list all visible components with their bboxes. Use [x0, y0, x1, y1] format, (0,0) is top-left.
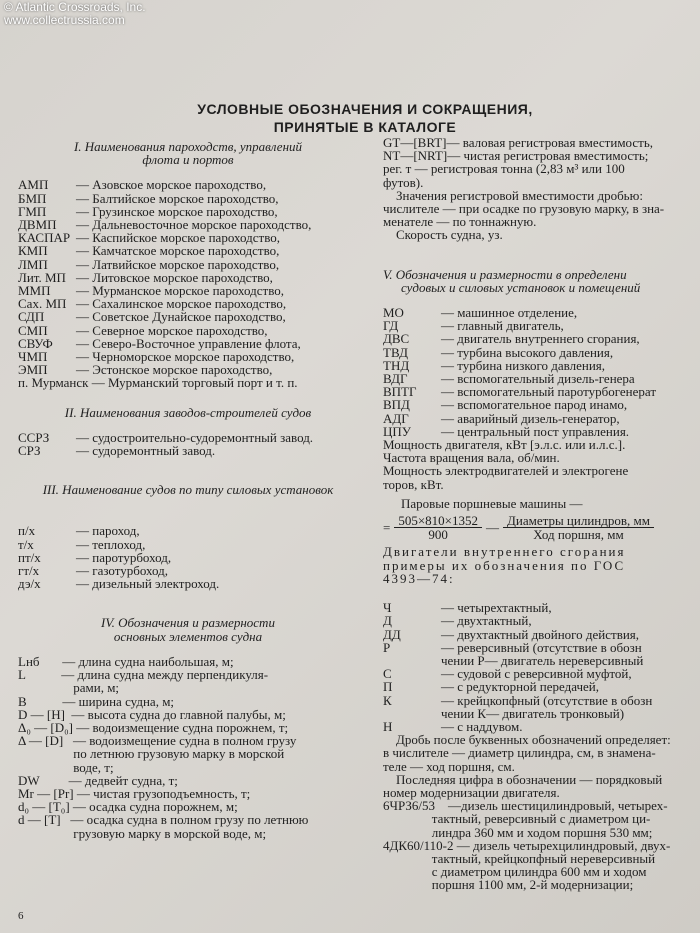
vessel-type-abbr: гт/х — [18, 563, 40, 579]
steam-formula — [383, 514, 700, 541]
engine-code-item — [383, 694, 700, 707]
section-5-heading-line-2: судовых и силовых установок и помещений — [401, 279, 641, 295]
shipping-company-meaning: — Мурманское морское пароходство, — [76, 283, 284, 299]
engine-example-line: Последняя цифра в обозначении — порядковый — [383, 771, 663, 787]
vessel-type-meaning: — паротурбоход, — [76, 549, 172, 565]
left-column — [18, 140, 358, 840]
section-4-heading-line-1: IV. Обозначения и размерности — [101, 615, 275, 631]
watermark-line-2: www.collectrussia.com — [4, 13, 125, 27]
engine-code-abbr: П — [383, 679, 393, 695]
ship-element-line: DW — дедвейт судна, т; — [18, 772, 178, 788]
shipping-company-meaning: — Северное морское пароходство, — [76, 322, 268, 338]
vessel-type-abbr: пт/х — [18, 549, 41, 565]
installation-item — [383, 412, 700, 425]
engine-code-abbr: К — [383, 692, 392, 708]
engine-code-meaning: — крейцкопфный (отсутствие в обозн — [441, 692, 653, 708]
engine-code-abbr: Д — [383, 613, 392, 629]
installation-meaning: — вспомогательный паротурбогенерат — [441, 384, 657, 400]
installation-item — [383, 398, 700, 411]
installation-abbr: ТНД — [383, 357, 410, 373]
shipping-company-abbr: БМП — [18, 190, 47, 206]
shipping-company-item — [18, 324, 358, 337]
section-5-heading-line-1: V. Обозначения и размерности в определени — [383, 266, 627, 282]
installation-meaning: — турбина высокого давления, — [441, 344, 614, 360]
power-line: Частота вращения вала, об/мин. — [383, 450, 560, 466]
section-1-heading — [18, 140, 358, 166]
engine-code-meaning: — реверсивный (отсутствие в обозн — [441, 639, 642, 655]
watermark-line-1: © Atlantic Crossroads, Inc. — [4, 0, 146, 14]
section-1-heading-line-2: флота и портов — [142, 152, 234, 168]
title-line-2: ПРИНЯТЫЕ В КАТАЛОГЕ — [273, 119, 457, 135]
engine-code-meaning: — двухтактный двойного действия, — [441, 626, 640, 642]
shipping-company-abbr: КАСПАР — [18, 230, 71, 246]
engine-code-meaning: чении Р— двигатель нереверсивный — [441, 652, 644, 668]
section-4-list — [18, 655, 358, 840]
ship-element-line: по летнюю грузовую марку в морской — [18, 746, 285, 762]
engine-example-line: поршня 1100 мм, 2-й модернизации; — [383, 877, 634, 892]
shipping-company-meaning: — Дальневосточное морское пароходство, — [76, 217, 312, 233]
shipping-company-meaning: — Северо-Восточное управление флота, — [76, 335, 301, 351]
engine-example-line: тактный, реверсивный с диаметром ци- — [383, 811, 651, 827]
section-4-heading-line-2: основных элементов судна — [113, 628, 263, 644]
shipping-company-abbr: ЛМП — [18, 256, 48, 272]
installation-abbr: ВПТГ — [383, 384, 417, 400]
shipping-company-abbr: СМП — [18, 322, 48, 338]
power-line: Мощность двигателя, кВт [э.л.с. или и.л.с.]. — [383, 437, 626, 453]
section-4-heading — [18, 616, 358, 642]
installation-abbr: АДГ — [383, 410, 409, 426]
page-title — [180, 100, 550, 136]
engine-code-item — [383, 707, 700, 720]
engine-code-meaning: — с редукторной передачей, — [441, 679, 600, 695]
tonnage-line: NT—[NRT]— чистая регистровая вместимость; — [383, 148, 649, 164]
shipping-company-abbr: Лит. МП — [18, 269, 66, 285]
tonnage-line: GT—[BRT]— валовая регистровая вместимость, — [383, 136, 654, 150]
power-lines — [383, 438, 700, 491]
shipping-company-abbr: СВУФ — [18, 335, 53, 351]
installation-abbr: ГД — [383, 318, 399, 334]
installation-meaning: — вспомогательное парод инамо, — [441, 397, 628, 413]
engine-code-abbr: Р — [383, 639, 391, 655]
shipping-company-meaning: — Литовское морское пароходство, — [76, 269, 273, 285]
installation-meaning: — центральный пост управления. — [441, 423, 630, 439]
engine-example-line: номер модернизации двигателя. — [383, 784, 560, 800]
engines-list — [383, 601, 700, 733]
tonnage-line: рег. т — регистровая тонна (2,83 м³ или 100 — [383, 161, 625, 177]
shipping-company-abbr: ЭМП — [18, 362, 48, 378]
installation-abbr: ЦПУ — [383, 423, 411, 439]
section-2-list — [18, 431, 358, 457]
installation-meaning: — турбина низкого давления, — [441, 357, 606, 373]
shipping-company-meaning: — Латвийское морское пароходство, — [76, 256, 280, 272]
ship-element-line: Lнб — длина судна наибольшая, м; — [18, 653, 234, 669]
engines-intro — [383, 545, 700, 585]
ship-element-line: L — длина судна между перпендикуля- — [18, 667, 269, 683]
shipping-company-item — [18, 192, 358, 205]
tonnage-line: менателе — по тоннажную. — [383, 214, 537, 230]
shipping-company-item — [18, 258, 358, 271]
engine-code-meaning: — двухтактный, — [441, 613, 532, 629]
engines-intro-line: Двигатели внутреннего сгорания — [383, 544, 626, 560]
tonnage-line: Скорость судна, уз. — [383, 227, 503, 243]
shipping-company-abbr: АМП — [18, 177, 49, 193]
vessel-type-abbr: дэ/х — [18, 576, 41, 592]
ship-element-line: d — [T] — осадка судна в полном грузу по летнюю — [18, 812, 309, 828]
vessel-type-meaning: — теплоход, — [76, 536, 146, 552]
section-1-last-item: п. Мурманск — Мурманский торговый порт и т. п. — [18, 375, 298, 391]
engine-code-item — [383, 641, 700, 654]
shipping-company-meaning: — Балтийское морское пароходство, — [76, 190, 279, 206]
ship-element-line: грузовую марку в морской воде, м; — [18, 825, 267, 841]
tonnage-line: числителе — при осадке по грузовую марку, в зна- — [383, 201, 665, 217]
shipping-company-meaning: — Сахалинское морское пароходство, — [76, 296, 287, 312]
right-bottom-lines — [383, 733, 700, 891]
shipping-company-abbr: Сах. МП — [18, 296, 67, 312]
engine-code-meaning: — четырехтактный, — [441, 600, 552, 616]
formula-right-numerator: Диаметры цилиндров, мм — [503, 514, 654, 528]
engine-example-line: тактный, крейцкопфный нереверсивный — [383, 850, 656, 866]
ship-element-line: D — [H] — высота судна до главной палубы, м; — [18, 706, 286, 722]
section-5-heading — [383, 268, 700, 294]
engine-code-item — [383, 614, 700, 627]
section-1-heading-line-1: I. Наименования пароходств, управлений — [73, 139, 303, 154]
section-1-list — [18, 178, 358, 376]
section-2-heading — [18, 406, 358, 419]
ship-element-line: Δ₀ — [D₀] — водоизмещение судна порожнем, т; — [18, 719, 289, 735]
tonnage-line: Значения регистровой вместимости дробью: — [383, 187, 643, 203]
formula-right-denominator: Ход поршня, мм — [533, 527, 624, 543]
ship-element-line: Mr — [Pr] — чистая грузоподъемность, т; — [18, 785, 251, 801]
installation-item — [383, 346, 700, 359]
shipyard-meaning: — судостроительно-судоремонтный завод. — [76, 429, 314, 445]
engine-example-line: в числителе — диаметр цилиндра, см, в знамена- — [383, 745, 656, 761]
installation-abbr: ВПД — [383, 397, 410, 413]
installation-abbr: ТВД — [383, 344, 408, 360]
shipyard-abbr: СРЗ — [18, 443, 41, 459]
installation-meaning: — вспомогательный дизель-генера — [441, 371, 635, 387]
ship-element-line: d₀ — [T₀] — осадка судна порожнем, м; — [18, 799, 238, 815]
engine-code-abbr — [383, 707, 441, 720]
vessel-type-item — [18, 524, 358, 537]
vessel-type-meaning: — газотурбоход, — [76, 563, 169, 579]
section-3-list — [18, 524, 358, 590]
installation-meaning: — главный двигатель, — [441, 318, 564, 334]
installation-item — [383, 332, 700, 345]
engine-example-line: Дробь после буквенных обозначений определяет: — [383, 732, 671, 748]
shipping-company-meaning: — Черноморское морское пароходство, — [76, 349, 295, 365]
shipyard-item — [18, 444, 358, 457]
shipping-company-abbr: ГМП — [18, 203, 47, 219]
shipping-company-meaning: — Азовское морское пароходство, — [76, 177, 267, 193]
engine-code-abbr: Н — [383, 718, 393, 734]
section-5-list — [383, 306, 700, 438]
formula-left-fraction — [394, 514, 482, 541]
title-line-1: УСЛОВНЫЕ ОБОЗНАЧЕНИЯ И СОКРАЩЕНИЯ, — [197, 101, 533, 117]
vessel-type-item — [18, 538, 358, 551]
shipping-company-meaning: — Камчатское морское пароходство, — [76, 243, 280, 259]
engine-code-meaning: — с наддувом. — [441, 718, 523, 734]
engine-code-item — [383, 601, 700, 614]
ship-element-line: B — ширина судна, м; — [18, 693, 175, 709]
shipyard-meaning: — судоремонтный завод. — [76, 443, 216, 459]
engine-example-line: теле — ход поршня, см. — [383, 758, 515, 774]
shipping-company-abbr: ММП — [18, 283, 51, 299]
installation-abbr: МО — [383, 305, 404, 321]
engines-intro-line: примеры их обозначения по ГОС — [383, 557, 626, 573]
engines-intro-line: 4393—74: — [383, 570, 455, 586]
vessel-type-abbr: т/х — [18, 536, 34, 552]
vessel-type-meaning: — пароход, — [76, 523, 140, 539]
engine-code-meaning: — судовой с реверсивной муфтой, — [441, 666, 632, 682]
shipping-company-item — [18, 178, 358, 191]
power-line: Мощность электродвигателей и электрогене — [383, 463, 629, 479]
formula-right-fraction — [503, 514, 654, 541]
installation-meaning: — двигатель внутреннего сгорания, — [441, 331, 640, 347]
shipping-company-abbr: ДВМП — [18, 217, 57, 233]
engine-code-abbr — [383, 654, 441, 667]
engine-code-item — [383, 680, 700, 693]
shipyard-abbr: ССРЗ — [18, 429, 50, 445]
engine-code-abbr: С — [383, 666, 392, 682]
formula-dash: — — [486, 520, 500, 536]
engine-example-line: 6ЧРЗ6/53 —дизель шестицилиндровый, четырех- — [383, 798, 668, 814]
engine-code-meaning: чении К— двигатель тронковый) — [441, 705, 625, 721]
shipping-company-meaning: — Эстонское морское пароходство, — [76, 362, 273, 378]
page-number: 6 — [18, 910, 24, 922]
tonnage-line: футов). — [383, 174, 424, 190]
vessel-type-item — [18, 551, 358, 564]
shipping-company-item — [18, 310, 358, 323]
engine-code-abbr: Ч — [383, 600, 392, 616]
shipping-company-abbr: ЧМП — [18, 349, 48, 365]
engine-code-item — [383, 628, 700, 641]
ship-element-line: Δ — [D] — водоизмещение судна в полном грузу — [18, 733, 297, 749]
shipping-company-abbr: КМП — [18, 243, 48, 259]
installation-abbr: ДВС — [383, 331, 410, 347]
vessel-type-abbr: п/х — [18, 523, 36, 539]
ship-element-line: воде, т; — [18, 759, 114, 775]
ship-element-line: рами, м; — [18, 680, 120, 696]
shipping-company-meaning: — Каспийское морское пароходство, — [76, 230, 280, 246]
engine-code-abbr: ДД — [383, 626, 401, 642]
section-2-heading-text: II. Наименования заводов-строителей судов — [64, 404, 312, 420]
section-3-heading-text: III. Наименование судов по типу силовых установок — [42, 482, 334, 498]
installation-meaning: — машинное отделение, — [441, 305, 578, 321]
steam-engines-label: Паровые поршневые машины — — [401, 495, 583, 511]
engine-example-line: 4ДК60/110-2 — дизель четырехцилиндровый, двух- — [383, 837, 671, 853]
formula-left-numerator: 505×810×1352 — [394, 514, 482, 528]
engine-example-line: линдра 360 мм и ходом поршня 530 мм; — [383, 824, 653, 840]
section-3-heading — [18, 483, 358, 496]
right-column — [383, 136, 700, 892]
vessel-type-item — [18, 577, 358, 590]
shipping-company-abbr: СДП — [18, 309, 45, 325]
engine-example-line: с диаметром цилиндра 600 мм и ходом — [383, 864, 647, 880]
shipping-company-meaning: — Советское Дунайское пароходство, — [76, 309, 286, 325]
installation-abbr: ВДГ — [383, 371, 408, 387]
formula-left-denominator: 900 — [428, 527, 448, 543]
equals-sign: = — [383, 520, 391, 536]
shipping-company-item — [18, 244, 358, 257]
shipping-company-meaning: — Грузинское морское пароходство, — [76, 203, 278, 219]
vessel-type-meaning: — дизельный электроход. — [76, 576, 220, 592]
right-top-lines — [383, 136, 700, 242]
power-line: торов, кВт. — [383, 476, 444, 492]
installation-meaning: — аварийный дизель-генератор, — [441, 410, 620, 426]
